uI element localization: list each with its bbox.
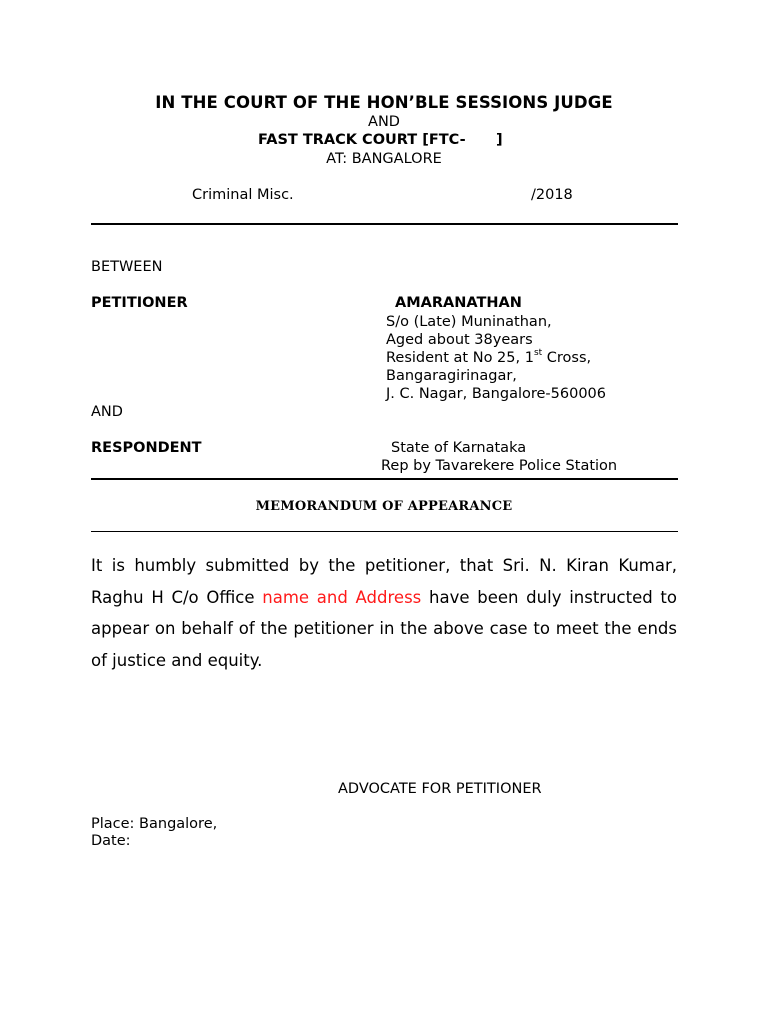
respondent-line2: Rep by Tavarekere Police Station xyxy=(381,458,618,474)
highlighted-placeholder: name and Address xyxy=(262,587,422,607)
case-label: Criminal Misc. xyxy=(192,187,294,203)
respondent-line1: State of Karnataka xyxy=(391,440,527,456)
place-label: Place: Bangalore, xyxy=(91,816,218,832)
header-divider xyxy=(91,223,678,225)
case-year: /2018 xyxy=(531,187,573,203)
memo-title: MEMORANDUM OF APPEARANCE xyxy=(255,499,513,514)
parties-and: AND xyxy=(91,404,123,420)
respondent-label: RESPONDENT xyxy=(91,440,202,456)
fast-track-court: FAST TRACK COURT [FTC- ] xyxy=(258,132,503,148)
memo-underline xyxy=(91,531,678,532)
petitioner-label: PETITIONER xyxy=(91,295,188,311)
court-location: AT: BANGALORE xyxy=(326,151,442,167)
parties-divider xyxy=(91,478,678,480)
petitioner-address-line2: Aged about 38years xyxy=(386,332,533,348)
ordinal-suffix: st xyxy=(533,348,543,359)
between-label: BETWEEN xyxy=(91,259,163,275)
memo-body: It is humbly submitted by the petitioner, that Sri. N. Kiran Kumar, Raghu H C/o Office name and Address have been duly instructed to appear on behalf of the petitioner in the above case to meet the ends of justice and equity. xyxy=(91,556,677,671)
petitioner-address-line1: S/o (Late) Muninathan, xyxy=(386,314,552,330)
advocate-signature-label: ADVOCATE FOR PETITIONER xyxy=(338,781,542,797)
court-title: IN THE COURT OF THE HON’BLE SESSIONS JUDGE xyxy=(155,93,613,112)
petitioner-address-line4: Bangaragirinagar, xyxy=(386,368,517,384)
petitioner-address-line3: Resident at No 25, 1st Cross, xyxy=(386,348,592,366)
header-and: AND xyxy=(368,114,400,130)
petitioner-address-line5: J. C. Nagar, Bangalore-560006 xyxy=(386,386,606,402)
petitioner-name: AMARANATHAN xyxy=(395,295,522,311)
date-label: Date: xyxy=(91,833,131,849)
